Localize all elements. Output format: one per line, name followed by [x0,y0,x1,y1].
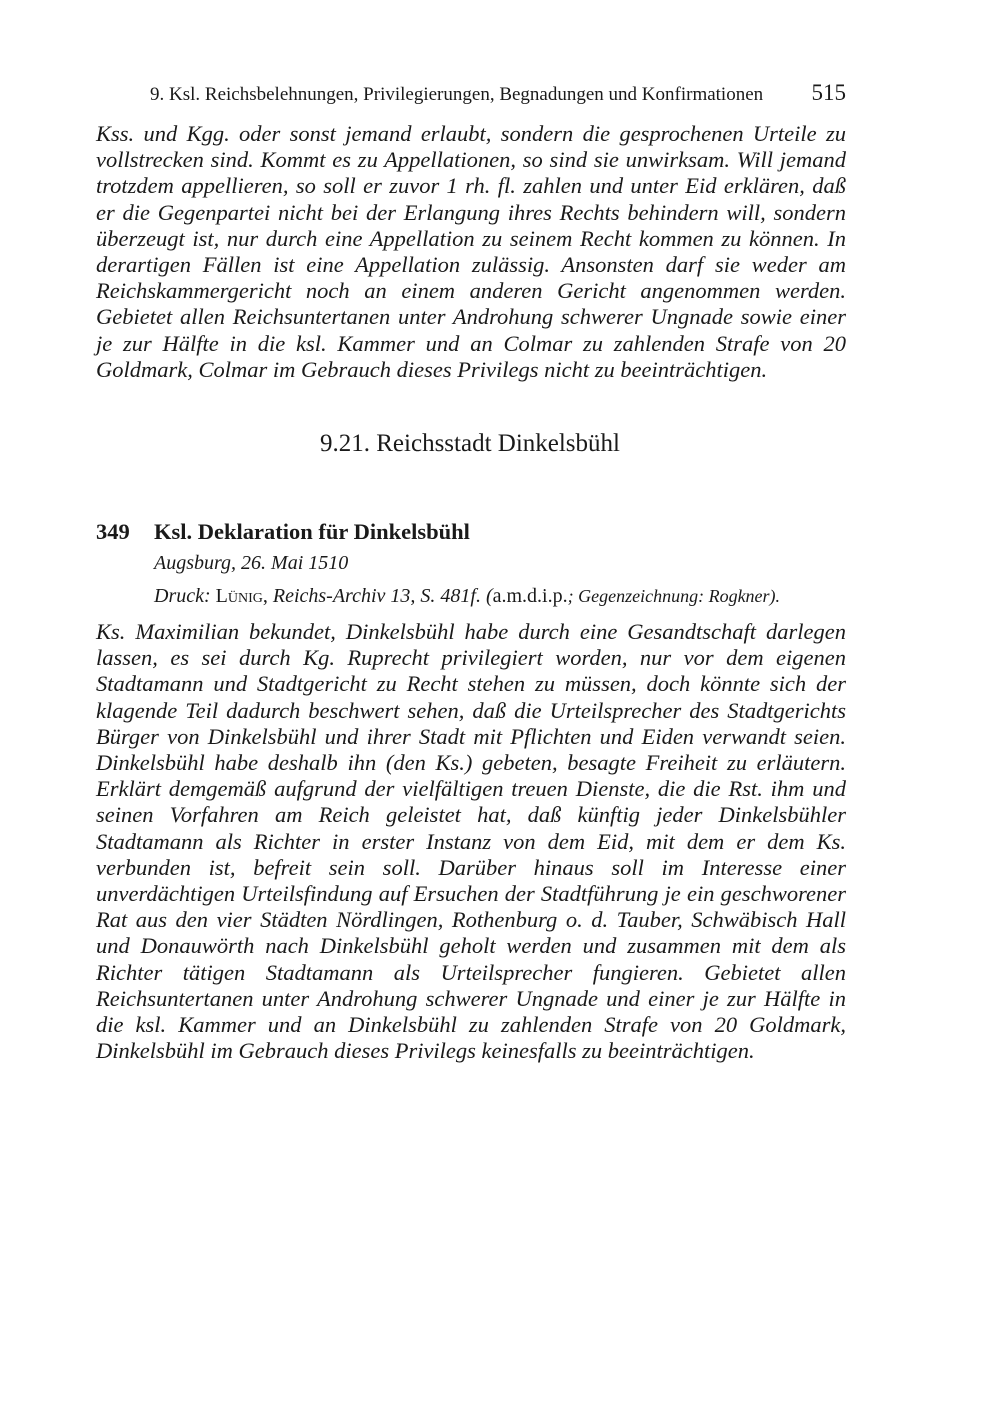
entry-title: Ksl. Deklaration für Dinkelsbühl [154,519,470,544]
entry-source [154,583,780,609]
section-heading [0,428,940,460]
source-note: a.m.d.i.p. [492,585,568,607]
source-label: Druck: [154,585,211,607]
source-work: Reichs-Archiv 13, S. 481f. ( [272,585,493,607]
entry-place-date: Augsburg, 26. Mai 1510 [154,552,349,574]
intro-paragraph: Kss. und Kgg. oder sonst jemand erlaubt, sondern die gesprochenen Urteile zu vollstrecken sind. Kommt es zu Appellationen, so sind sie unwirksam. Will jemand trotzdem appellieren, so soll er zuvor 1 rh. fl. zahlen und unter Eid erklären, daß er die Gegenpartei nicht bei der Erlangung ihres Rechts behindern will, sondern überzeugt ist, nur durch eine Appellation zu seinem Recht kommen zu können. In derartigen Fällen ist eine Appellation zulässig. Ansonsten darf sie weder am Reichskammergericht noch an einem anderen Gericht angenommen werden. Gebietet allen Reichsuntertanen unter Androhung schwerer Ungnade sowie einer je zur Hälfte in die ksl. Kammer und an Colmar zu zahlenden Strafe von 20 Goldmark, Colmar im Gebrauch dieses Privilegs nicht zu beeinträchtigen. [96,121,846,382]
running-head [150,80,846,110]
source-author: Lünig, [215,585,268,607]
entry-number: 349 [96,519,130,544]
page-number: 515 [811,80,846,105]
section-heading-text: 9.21. Reichsstadt Dinkelsbühl [320,430,620,457]
regest-paragraph: Ks. Maximilian bekundet, Dinkelsbühl habe durch eine Gesandtschaft darlegen lassen, es sei durch Kg. Ruprecht privilegiert worden, nur vor dem eigenen Stadtamann und Stadtgericht zu Recht stehen zu müssen, doch könnte sich der klagende Teil dadurch beschwert sehen, daß die Urteilsprecher des Stadtgerichts Bürger von Dinkelsbühl und ihrer Stadt mit Pflichten und Eiden verwandt seien. Dinkelsbühl habe deshalb ihn (den Ks.) gebeten, besagte Freiheit zu erläutern. Erklärt demgemäß aufgrund der vielfältigen treuen Dienste, die die Rst. ihm und seinen Vorfahren am Reich geleistet hat, daß künftig jeder Dinkelsbühler Stadtamann als Richter in erster Instanz von dem Eid, mit dem er dem Ks. verbunden ist, befreit sein soll. Darüber hinaus soll im Interesse einer unverdächtigen Urteilsfindung auf Ersuchen der Stadtführung je ein geschworener Rat aus den vier Städten Nördlingen, Rothenburg o. d. Tauber, Schwäbisch Hall und Donauwörth nach Dinkelsbühl geholt werden und zusammen mit dem als Richter tätigen Stadtamann als Urteilsprecher fungieren. Gebietet allen Reichsuntertanen unter Androhung schwerer Ungnade und einer je zur Hälfte in die ksl. Kammer und an Dinkelsbühl zu zahlenden Strafe von 20 Goldmark, Dinkelsbühl im Gebrauch dieses Privilegs keinesfalls zu beeinträchtigen. [96,619,846,1064]
source-countersign: ; Gegenzeichnung: Rogkner). [567,586,781,606]
running-head-title: 9. Ksl. Reichsbelehnungen, Privilegierungen, Begnadungen und Konfirmationen [150,84,764,105]
